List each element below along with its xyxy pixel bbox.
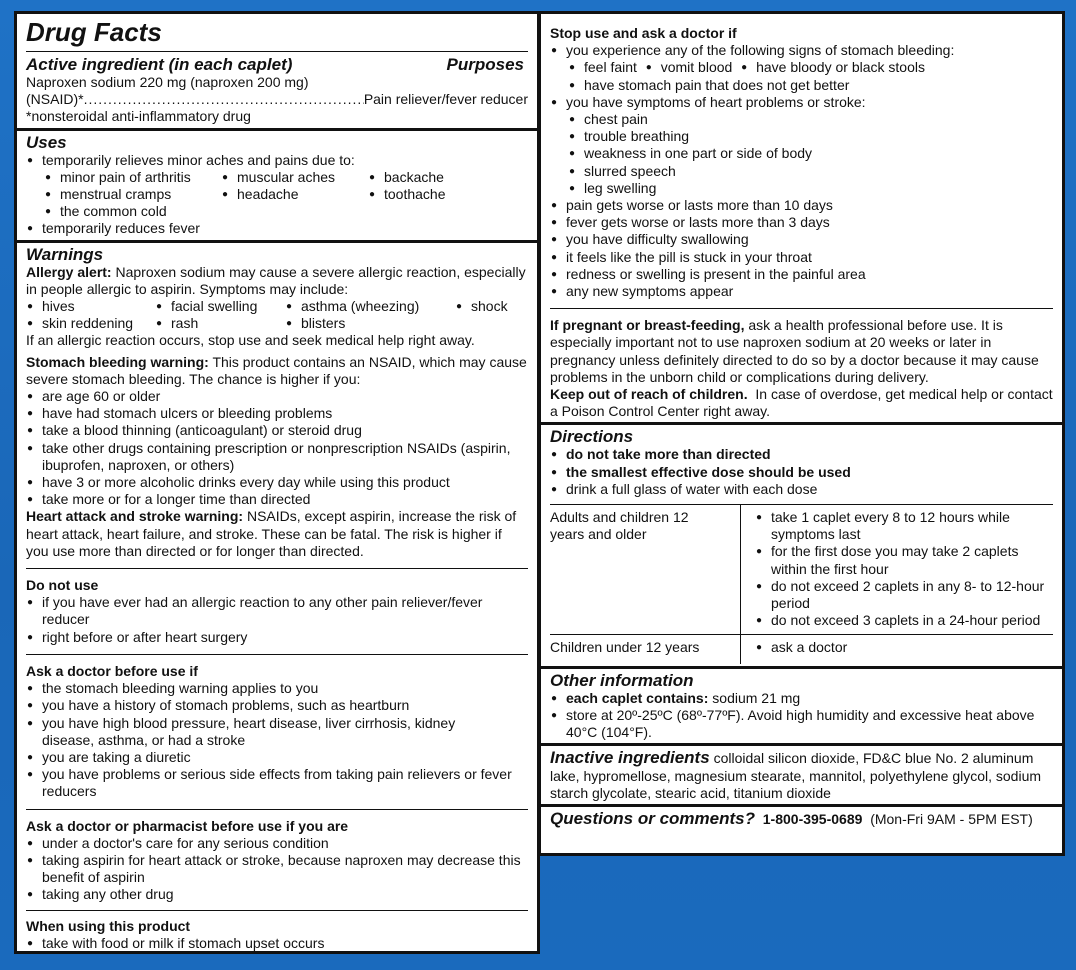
heart-warning	[26, 508, 528, 560]
dosage-instructions-children	[741, 634, 1054, 664]
allergy-symptom: ● facial swelling	[155, 298, 285, 315]
do-not-use-item: ● right before or after heart surgery	[26, 629, 528, 646]
dosage-row-children	[550, 634, 1053, 664]
allergy-symptom-list	[26, 298, 528, 332]
bleeding-sign: ● vomit blood	[645, 59, 733, 75]
uses-sub-item: ● muscular aches	[221, 169, 368, 186]
uses-sub-item: ● backache	[368, 169, 528, 186]
stop-use-item: ● fever gets worse or lasts more than 3 days	[550, 214, 1053, 231]
stop-use-section	[541, 14, 1062, 422]
stop-use-list	[550, 94, 1053, 111]
warnings-section	[17, 243, 537, 954]
dot-leader	[84, 91, 364, 108]
stomach-item: ● have had stomach ulcers or bleeding problems	[26, 405, 528, 422]
drug-facts-title: Drug Facts	[26, 17, 162, 47]
uses-sub-item: ● headache	[221, 186, 368, 203]
stop-use-heading: Stop use and ask a doctor if	[550, 25, 737, 41]
bleeding-signs-row	[550, 59, 1053, 76]
when-using-item: ● take with food or milk if stomach upset occurs	[26, 935, 528, 952]
caplet-text: sodium 21 mg	[712, 689, 801, 706]
stop-use-item: ● pain gets worse or lasts more than 10 days	[550, 197, 1053, 214]
heart-symptom: ● leg swelling	[568, 180, 1053, 197]
heart-symptom: ● weakness in one part or side of body	[568, 145, 1053, 162]
uses-sub-item: ● menstrual cramps	[44, 186, 221, 203]
heart-symptom-list	[550, 111, 1053, 197]
divider	[26, 654, 528, 655]
stomach-warning	[26, 354, 528, 388]
directions-section	[541, 422, 1062, 668]
allergy-text: Naproxen sodium may cause a severe allergic reaction, especially in people allergic to aspirin. Symptoms may include:	[26, 263, 526, 297]
stomach-list	[26, 388, 528, 508]
keep-out-label: Keep out of reach of children.	[550, 386, 748, 403]
stop-use-item: ● it feels like the pill is stuck in your throat	[550, 249, 1053, 266]
active-ingredient-section	[17, 14, 537, 131]
stop-use-list	[550, 42, 1053, 59]
dosage-row-adults	[550, 505, 1053, 634]
dosage-table	[550, 504, 1053, 664]
ask-doctor-list	[26, 680, 528, 800]
dosage-instruction: ● ask a doctor	[755, 639, 1049, 656]
inactive-ingredients	[550, 748, 1053, 802]
dosage-age-adults: Adults and children 12 years and older	[550, 505, 741, 634]
heart-text: NSAIDs, except aspirin, increase the risk of heart attack, heart failure, and stroke. These can be fatal. The risk is higher if you use more than directed or for longer than directed.	[26, 508, 517, 559]
ask-pharmacist-list	[26, 835, 528, 904]
ask-doctor-item: ● you have problems or serious side effects from taking pain relievers or fever reducers	[26, 766, 528, 800]
dosage-instruction: ● do not exceed 3 caplets in a 24-hour period	[755, 612, 1049, 629]
allergy-symptom: ● rash	[155, 315, 285, 332]
stomach-item: ● are age 60 or older	[26, 388, 528, 405]
questions-line	[550, 809, 1053, 828]
purposes-heading: Purposes	[446, 55, 524, 74]
do-not-use-heading: Do not use	[26, 577, 99, 594]
stop-use-item: ● you have symptoms of heart problems or stroke:	[550, 94, 1053, 111]
other-information-item	[550, 690, 1053, 707]
uses-heading: Uses	[26, 132, 67, 152]
active-purpose-line	[26, 91, 528, 108]
keep-out-text: In case of overdose, get medical help or contact a Poison Control Center right away.	[550, 386, 1053, 420]
when-using-list	[26, 935, 528, 952]
drug-facts-right-panel	[538, 11, 1065, 856]
bleeding-sign: ● have stomach pain that does not get better	[568, 77, 1053, 94]
other-information-heading: Other information	[550, 670, 694, 690]
phone-number[interactable]: 1-800-395-0689	[762, 810, 863, 827]
directions-heading: Directions	[550, 427, 634, 447]
nsaid-footnote: *nonsteroidal anti-inflammatory drug	[26, 108, 251, 125]
pregnancy-text: ask a health professional before use. It is especially important not to use naproxen sodium at 20 weeks or later in pregnancy unless definitely directed to do so by a doctor because it may cause problems in the unborn child or complications during delivery.	[550, 317, 1039, 385]
divider	[26, 809, 528, 810]
bleeding-sub-list	[550, 77, 1053, 94]
uses-item: ● temporarily reduces fever	[26, 220, 528, 237]
ask-doctor-item: ● you have a history of stomach problems, such as heartburn	[26, 697, 528, 714]
ask-pharmacist-item: ● taking any other drug	[26, 886, 528, 903]
bleeding-sign: ● feel faint	[568, 59, 637, 75]
active-ingredient-header	[26, 55, 528, 74]
divider	[26, 568, 528, 569]
drug-facts-left-panel	[14, 11, 540, 954]
questions-heading: Questions or comments?	[550, 808, 755, 828]
active-ingredient-heading: Active ingredient (in each caplet)	[26, 55, 293, 74]
stop-use-item: ● you have difficulty swallowing	[550, 231, 1053, 248]
uses-section	[17, 131, 537, 243]
allergy-symptom: ● shock	[455, 298, 528, 315]
title-rule	[26, 51, 528, 52]
other-information-item: ● store at 20º-25ºC (68º-77ºF). Avoid high humidity and excessive heat above 40°C (104°F).	[550, 707, 1053, 741]
dosage-instruction: ● take 1 caplet every 8 to 12 hours while symptoms last	[755, 509, 1049, 543]
stop-use-more-list	[550, 197, 1053, 300]
when-using-heading: When using this product	[26, 917, 191, 934]
stomach-label: Stomach bleeding warning:	[26, 353, 209, 370]
phone-hours: (Mon-Fri 9AM - 5PM EST)	[870, 810, 1033, 827]
stop-use-item: ● any new symptoms appear	[550, 283, 1053, 300]
allergy-symptom: ● blisters	[285, 315, 455, 332]
stomach-item: ● take a blood thinning (anticoagulant) or steroid drug	[26, 422, 528, 439]
warnings-heading: Warnings	[26, 244, 104, 264]
other-information-section	[541, 669, 1062, 747]
direction-item: ● the smallest effective dose should be used	[550, 464, 1053, 481]
heart-symptom: ● trouble breathing	[568, 128, 1053, 145]
uses-sub-item: ● toothache	[368, 186, 528, 203]
uses-sub-item: ● the common cold	[44, 203, 221, 220]
stomach-text: This product contains an NSAID, which may cause severe stomach bleeding. The chance is higher if you:	[26, 353, 527, 387]
heart-label: Heart attack and stroke warning:	[26, 508, 244, 525]
questions-section	[541, 807, 1062, 830]
allergy-symptom: ● hives	[26, 298, 155, 315]
directions-list	[550, 446, 1053, 498]
inactive-ingredients-heading: Inactive ingredients	[550, 748, 710, 768]
pregnancy-label: If pregnant or breast-feeding,	[550, 317, 745, 334]
bleeding-sign: ● have bloody or black stools	[740, 59, 925, 75]
stomach-item: ● have 3 or more alcoholic drinks every day while using this product	[26, 474, 528, 491]
do-not-use-item: ● if you have ever had an allergic reaction to any other pain reliever/fever reducer	[26, 594, 528, 628]
heart-symptom: ● slurred speech	[568, 163, 1053, 180]
allergy-symptom: ● skin reddening	[26, 315, 155, 332]
dosage-instruction: ● for the first dose you may take 2 caplets within the first hour	[755, 543, 1049, 577]
stop-use-item: ● you experience any of the following signs of stomach bleeding:	[550, 42, 1053, 59]
allergy-symptom: ● asthma (wheezing)	[285, 298, 455, 315]
inactive-ingredients-section	[541, 746, 1062, 807]
uses-sub-item: ● minor pain of arthritis	[44, 169, 221, 186]
keep-out-warning	[550, 386, 1053, 420]
nsaid-label: (NSAID)*	[26, 91, 84, 108]
ask-doctor-item: ● you are taking a diuretic	[26, 749, 528, 766]
divider	[550, 308, 1053, 309]
stomach-item: ● take more or for a longer time than directed	[26, 491, 528, 508]
ask-pharmacist-item: ● taking aspirin for heart attack or stroke, because naproxen may decrease this benefit of aspirin	[26, 852, 528, 886]
active-ingredient-line: Naproxen sodium 220 mg (naproxen 200 mg)	[26, 74, 309, 90]
ask-doctor-item: ● you have high blood pressure, heart disease, liver cirrhosis, kidney disease, asthma, or had a stroke	[26, 715, 528, 749]
do-not-use-list	[26, 594, 528, 646]
caplet-label: each caplet contains:	[566, 689, 709, 706]
uses-item: ● temporarily relieves minor aches and pains due to:	[26, 152, 528, 169]
stomach-item: ● take other drugs containing prescription or nonprescription NSAIDs (aspirin, ibuprofen, naproxen, or others)	[26, 440, 528, 474]
allergy-label: Allergy alert:	[26, 263, 112, 280]
dosage-instruction: ● do not exceed 2 caplets in any 8- to 12-hour period	[755, 578, 1049, 612]
ask-doctor-heading: Ask a doctor before use if	[26, 662, 198, 679]
dosage-instructions-adults	[741, 505, 1054, 634]
allergy-alert	[26, 264, 528, 298]
purpose-text: Pain reliever/fever reducer	[363, 91, 528, 108]
dosage-age-children: Children under 12 years	[550, 634, 741, 664]
ask-doctor-item: ● the stomach bleeding warning applies to you	[26, 680, 528, 697]
direction-item: ● drink a full glass of water with each dose	[550, 481, 1053, 498]
uses-sub-list	[26, 169, 528, 221]
direction-item: ● do not take more than directed	[550, 446, 1053, 463]
divider	[26, 910, 528, 911]
pregnancy-warning	[550, 317, 1053, 386]
ask-pharmacist-heading: Ask a doctor or pharmacist before use if you are	[26, 817, 349, 834]
allergy-after: If an allergic reaction occurs, stop use and seek medical help right away.	[26, 332, 475, 349]
ask-pharmacist-item: ● under a doctor's care for any serious condition	[26, 835, 528, 852]
inactive-ingredients-text: colloidal silicon dioxide, FD&C blue No. 2 aluminum lake, hypromellose, magnesium stearate, mannitol, polyethylene glycol, sodium starch glycolate, stearic acid, titanium dioxide	[550, 750, 1042, 801]
stop-use-item: ● redness or swelling is present in the painful area	[550, 266, 1053, 283]
heart-symptom: ● chest pain	[568, 111, 1053, 128]
other-information-list	[550, 690, 1053, 742]
